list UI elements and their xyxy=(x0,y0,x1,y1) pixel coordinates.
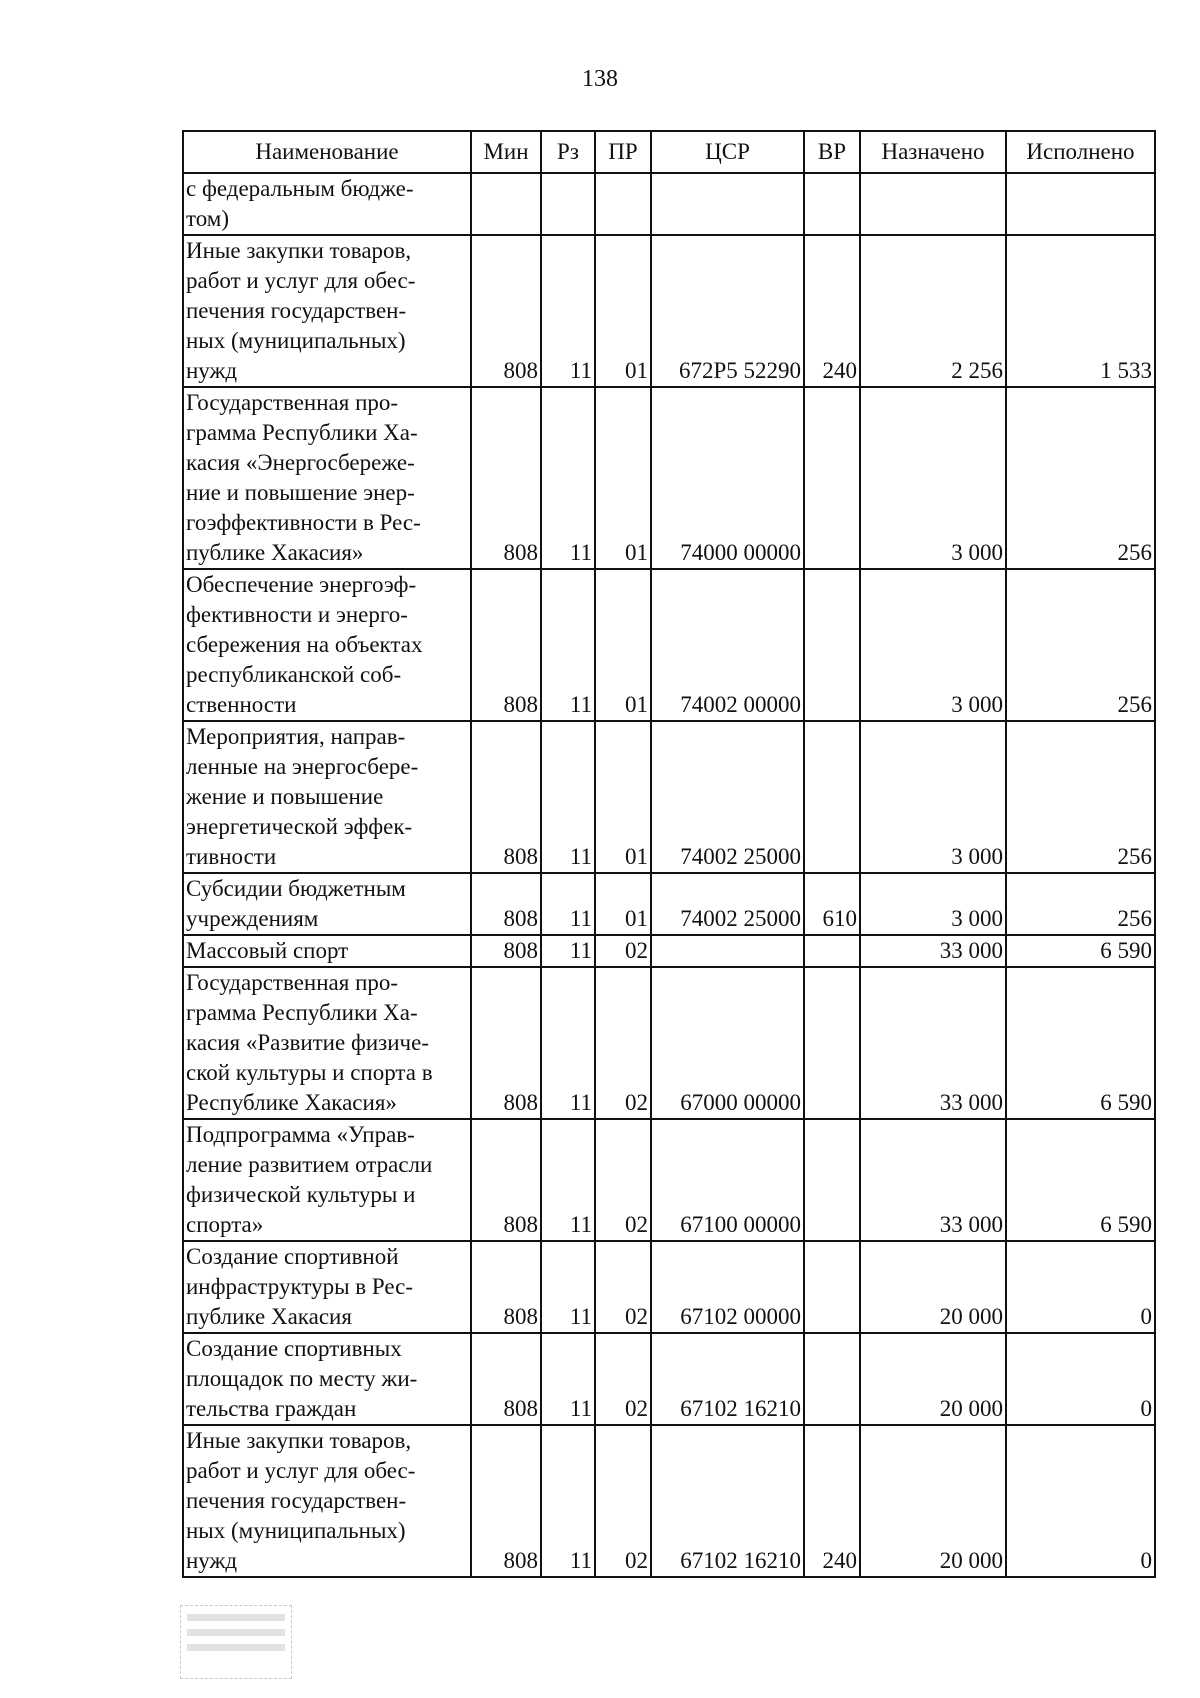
cell-name: Государственная про- грамма Республики Ха- касия «Развитие физиче- ской культуры и спорта в Республике Хакасия» xyxy=(183,967,471,1119)
cell-name: Подпрограмма «Управ- ление развитием отрасли физической культуры и спорта» xyxy=(183,1119,471,1241)
cell-min: 808 xyxy=(471,1425,541,1577)
cell-csr: 74002 25000 xyxy=(651,721,804,873)
cell-executed xyxy=(1006,173,1155,235)
cell-rz: 11 xyxy=(541,721,595,873)
cell-executed: 1 533 xyxy=(1006,235,1155,387)
table-row xyxy=(183,235,1155,387)
cell-min: 808 xyxy=(471,387,541,569)
cell-min: 808 xyxy=(471,1119,541,1241)
cell-min xyxy=(471,173,541,235)
cell-vr: 240 xyxy=(804,235,860,387)
cell-min: 808 xyxy=(471,873,541,935)
cell-min: 808 xyxy=(471,721,541,873)
cell-pr xyxy=(595,173,651,235)
cell-name: Государственная про- грамма Республики Ха- касия «Энергосбереже- ние и повышение энер- гоэффективности в Рес- публике Хакасия» xyxy=(183,387,471,569)
cell-csr: 67102 16210 xyxy=(651,1333,804,1425)
cell-assigned: 20 000 xyxy=(860,1333,1006,1425)
budget-table xyxy=(182,130,1156,1578)
cell-pr: 01 xyxy=(595,873,651,935)
cell-rz xyxy=(541,173,595,235)
table-row xyxy=(183,387,1155,569)
cell-csr: 67102 00000 xyxy=(651,1241,804,1333)
table-row xyxy=(183,1241,1155,1333)
table-row xyxy=(183,1425,1155,1577)
faded-stamp xyxy=(180,1605,292,1679)
cell-pr: 02 xyxy=(595,1241,651,1333)
cell-name: Создание спортивной инфраструктуры в Рес- публике Хакасия xyxy=(183,1241,471,1333)
cell-vr xyxy=(804,1241,860,1333)
page-number: 138 xyxy=(582,66,618,92)
table-row xyxy=(183,935,1155,967)
cell-executed: 256 xyxy=(1006,873,1155,935)
header-pr: ПР xyxy=(595,131,651,173)
cell-csr: 672P5 52290 xyxy=(651,235,804,387)
cell-min: 808 xyxy=(471,235,541,387)
cell-min: 808 xyxy=(471,935,541,967)
cell-executed: 0 xyxy=(1006,1333,1155,1425)
cell-rz: 11 xyxy=(541,235,595,387)
header-min: Мин xyxy=(471,131,541,173)
cell-pr: 02 xyxy=(595,1425,651,1577)
cell-rz: 11 xyxy=(541,967,595,1119)
cell-pr: 02 xyxy=(595,1119,651,1241)
cell-min: 808 xyxy=(471,1333,541,1425)
cell-executed: 256 xyxy=(1006,721,1155,873)
cell-vr xyxy=(804,1119,860,1241)
table-row xyxy=(183,569,1155,721)
cell-name: Субсидии бюджетным учреждениям xyxy=(183,873,471,935)
table-row xyxy=(183,967,1155,1119)
table-row xyxy=(183,173,1155,235)
cell-rz: 11 xyxy=(541,873,595,935)
header-name: Наименование xyxy=(183,131,471,173)
cell-min: 808 xyxy=(471,967,541,1119)
cell-vr xyxy=(804,173,860,235)
cell-csr: 74000 00000 xyxy=(651,387,804,569)
cell-rz: 11 xyxy=(541,1425,595,1577)
cell-csr: 74002 25000 xyxy=(651,873,804,935)
cell-assigned: 20 000 xyxy=(860,1425,1006,1577)
cell-executed: 0 xyxy=(1006,1425,1155,1577)
cell-name: Обеспечение энергоэф- фективности и энерго- сбережения на объектах республиканской соб- ственности xyxy=(183,569,471,721)
cell-assigned: 3 000 xyxy=(860,387,1006,569)
cell-pr: 02 xyxy=(595,967,651,1119)
cell-rz: 11 xyxy=(541,387,595,569)
header-executed: Исполнено xyxy=(1006,131,1155,173)
cell-min: 808 xyxy=(471,1241,541,1333)
table-row xyxy=(183,873,1155,935)
header-vr: ВР xyxy=(804,131,860,173)
header-csr: ЦСР xyxy=(651,131,804,173)
cell-name: Иные закупки товаров, работ и услуг для обес- печения государствен- ных (муниципальных) нужд xyxy=(183,1425,471,1577)
cell-rz: 11 xyxy=(541,1333,595,1425)
table-row xyxy=(183,1333,1155,1425)
header-assigned: Назначено xyxy=(860,131,1006,173)
cell-csr xyxy=(651,935,804,967)
table-row xyxy=(183,1119,1155,1241)
cell-vr xyxy=(804,967,860,1119)
table-row xyxy=(183,721,1155,873)
cell-executed: 256 xyxy=(1006,387,1155,569)
cell-rz: 11 xyxy=(541,935,595,967)
cell-assigned: 3 000 xyxy=(860,873,1006,935)
cell-pr: 02 xyxy=(595,935,651,967)
cell-name: Создание спортивных площадок по месту жи- тельства граждан xyxy=(183,1333,471,1425)
cell-assigned: 2 256 xyxy=(860,235,1006,387)
cell-executed: 6 590 xyxy=(1006,967,1155,1119)
cell-name: Мероприятия, направ- ленные на энергосбере- жение и повышение энергетической эффек- тивности xyxy=(183,721,471,873)
header-rz: Рз xyxy=(541,131,595,173)
cell-name: с федеральным бюдже- том) xyxy=(183,173,471,235)
cell-csr: 67102 16210 xyxy=(651,1425,804,1577)
cell-vr: 610 xyxy=(804,873,860,935)
cell-csr xyxy=(651,173,804,235)
cell-pr: 01 xyxy=(595,387,651,569)
cell-vr xyxy=(804,387,860,569)
cell-assigned: 20 000 xyxy=(860,1241,1006,1333)
cell-pr: 02 xyxy=(595,1333,651,1425)
cell-vr xyxy=(804,569,860,721)
cell-pr: 01 xyxy=(595,569,651,721)
cell-vr xyxy=(804,935,860,967)
cell-executed: 256 xyxy=(1006,569,1155,721)
cell-rz: 11 xyxy=(541,569,595,721)
cell-assigned: 33 000 xyxy=(860,935,1006,967)
cell-executed: 6 590 xyxy=(1006,1119,1155,1241)
table-header-row xyxy=(183,131,1155,173)
cell-assigned xyxy=(860,173,1006,235)
cell-assigned: 3 000 xyxy=(860,569,1006,721)
cell-csr: 67000 00000 xyxy=(651,967,804,1119)
cell-assigned: 33 000 xyxy=(860,1119,1006,1241)
cell-assigned: 33 000 xyxy=(860,967,1006,1119)
cell-pr: 01 xyxy=(595,235,651,387)
cell-name: Массовый спорт xyxy=(183,935,471,967)
cell-name: Иные закупки товаров, работ и услуг для обес- печения государствен- ных (муниципальных) нужд xyxy=(183,235,471,387)
cell-min: 808 xyxy=(471,569,541,721)
cell-csr: 67100 00000 xyxy=(651,1119,804,1241)
cell-rz: 11 xyxy=(541,1241,595,1333)
cell-executed: 0 xyxy=(1006,1241,1155,1333)
cell-csr: 74002 00000 xyxy=(651,569,804,721)
cell-rz: 11 xyxy=(541,1119,595,1241)
cell-vr xyxy=(804,1333,860,1425)
cell-pr: 01 xyxy=(595,721,651,873)
cell-executed: 6 590 xyxy=(1006,935,1155,967)
cell-assigned: 3 000 xyxy=(860,721,1006,873)
cell-vr: 240 xyxy=(804,1425,860,1577)
cell-vr xyxy=(804,721,860,873)
